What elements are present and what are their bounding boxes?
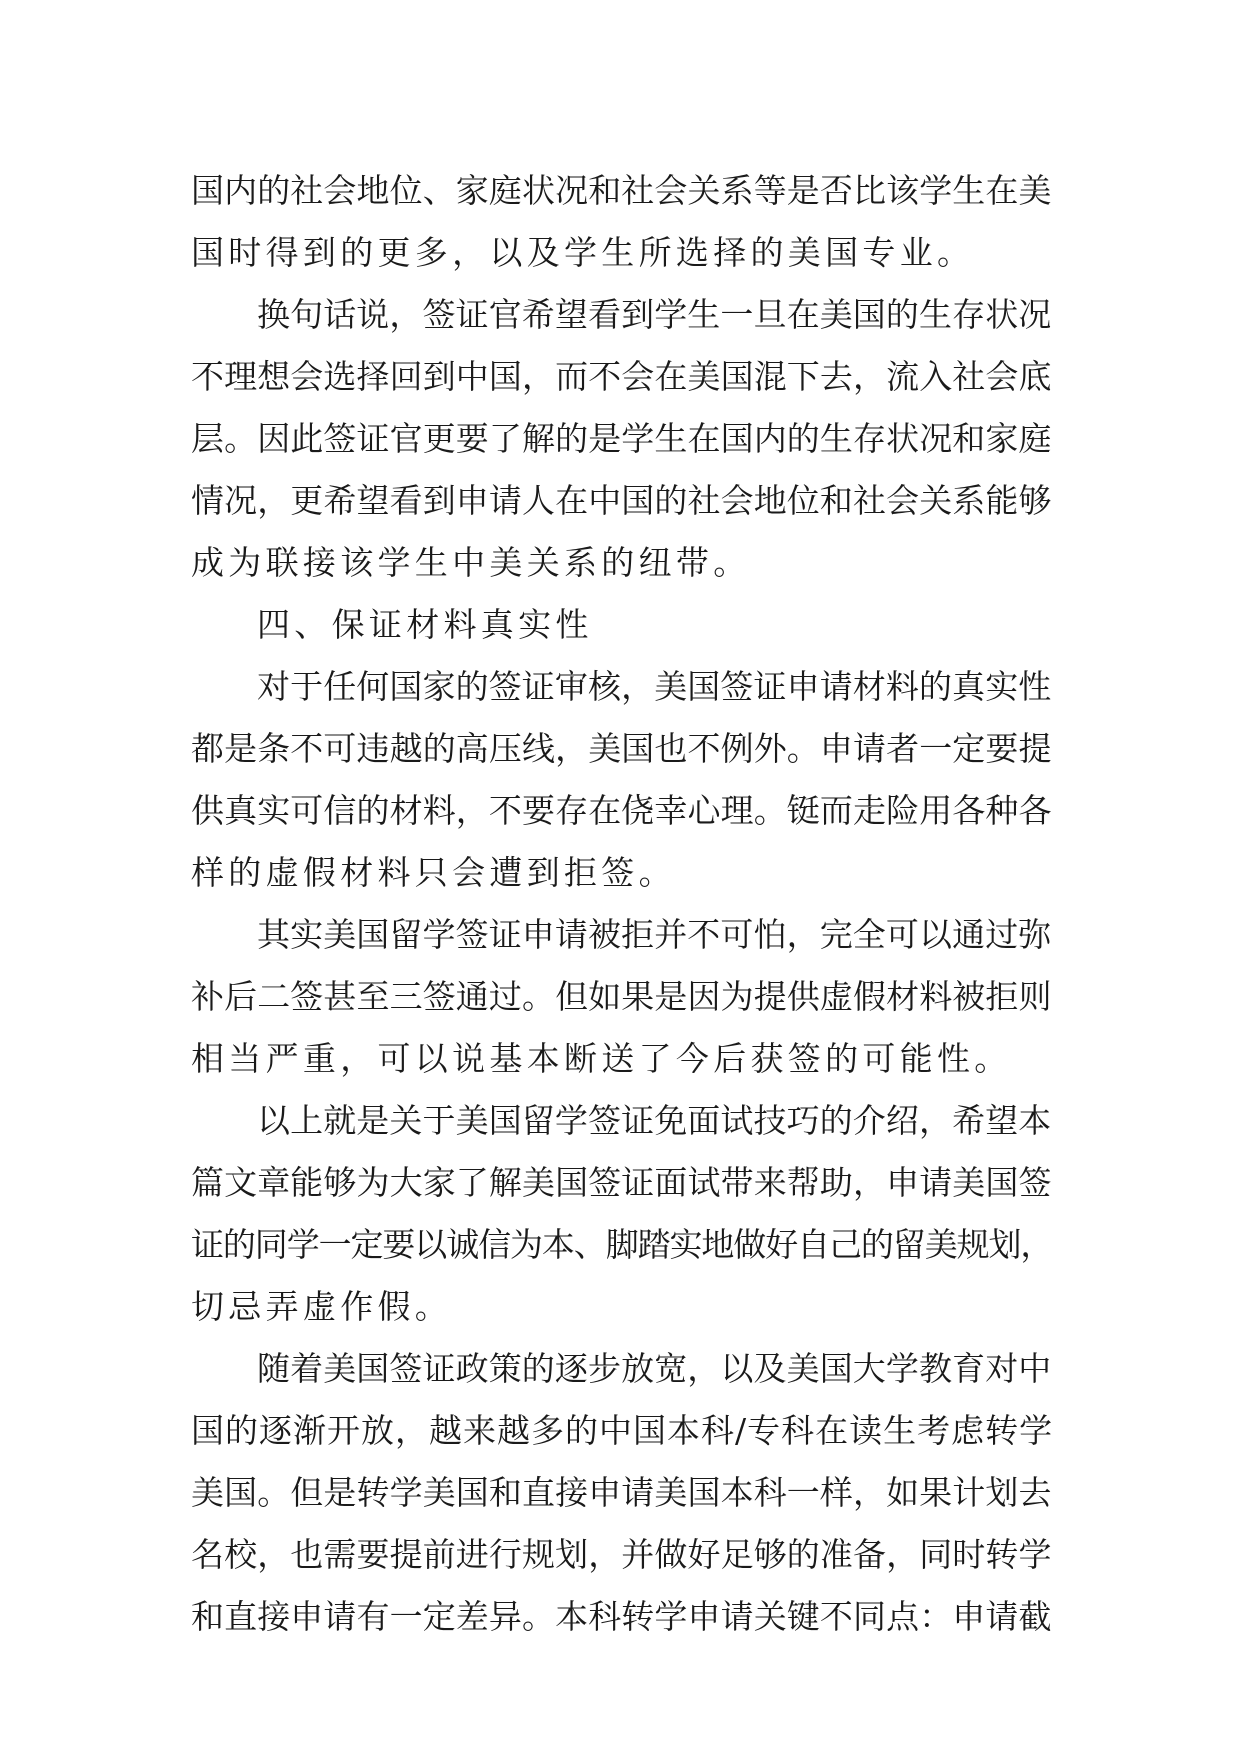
text-line: 随着美国签证政策的逐步放宽，以及美国大学教育对中 xyxy=(257,1349,1052,1388)
text-line: 情况，更希望看到申请人在中国的社会地位和社会关系能够 xyxy=(191,481,1052,520)
text-line: 供真实可信的材料，不要存在侥幸心理。铤而走险用各种各 xyxy=(191,791,1052,830)
text-line: 以上就是关于美国留学签证免面试技巧的介绍，希望本 xyxy=(257,1101,1052,1140)
text-line: 样的虚假材料只会遭到拒签。 xyxy=(191,853,676,892)
text-line: 层。因此签证官更要了解的是学生在国内的生存状况和家庭 xyxy=(191,419,1052,458)
section-heading: 四、保证材料真实性 xyxy=(257,605,593,644)
text-line: 切忌弄虚作假。 xyxy=(191,1287,453,1326)
text-line: 不理想会选择回到中国，而不会在美国混下去，流入社会底 xyxy=(191,357,1052,396)
text-line: 证的同学一定要以诚信为本、脚踏实地做好自己的留美规划， xyxy=(191,1225,1053,1264)
text-line: 和直接申请有一定差异。本科转学申请关键不同点：申请截 xyxy=(191,1597,1052,1636)
text-line: 美国。但是转学美国和直接申请美国本科一样，如果计划去 xyxy=(191,1473,1052,1512)
text-line: 都是条不可违越的高压线，美国也不例外。申请者一定要提 xyxy=(191,729,1052,768)
text-line: 相当严重，可以说基本断送了今后获签的可能性。 xyxy=(191,1039,1012,1078)
text-line: 名校，也需要提前进行规划，并做好足够的准备，同时转学 xyxy=(191,1535,1052,1574)
text-line: 换句话说，签证官希望看到学生一旦在美国的生存状况 xyxy=(257,295,1052,334)
text-line: 成为联接该学生中美关系的纽带。 xyxy=(191,543,751,582)
text-line: 国的逐渐开放，越来越多的中国本科/专科在读生考虑转学 xyxy=(191,1411,1054,1450)
text-line: 篇文章能够为大家了解美国签证面试带来帮助，申请美国签 xyxy=(191,1163,1052,1202)
document-body xyxy=(191,160,1056,1648)
text-line: 国内的社会地位、家庭状况和社会关系等是否比该学生在美 xyxy=(191,171,1052,210)
text-line: 补后二签甚至三签通过。但如果是因为提供虚假材料被拒则 xyxy=(191,977,1052,1016)
text-line: 其实美国留学签证申请被拒并不可怕，完全可以通过弥 xyxy=(257,915,1052,954)
text-line: 对于任何国家的签证审核，美国签证申请材料的真实性 xyxy=(257,667,1052,706)
text-line: 国时得到的更多，以及学生所选择的美国专业。 xyxy=(191,233,975,272)
